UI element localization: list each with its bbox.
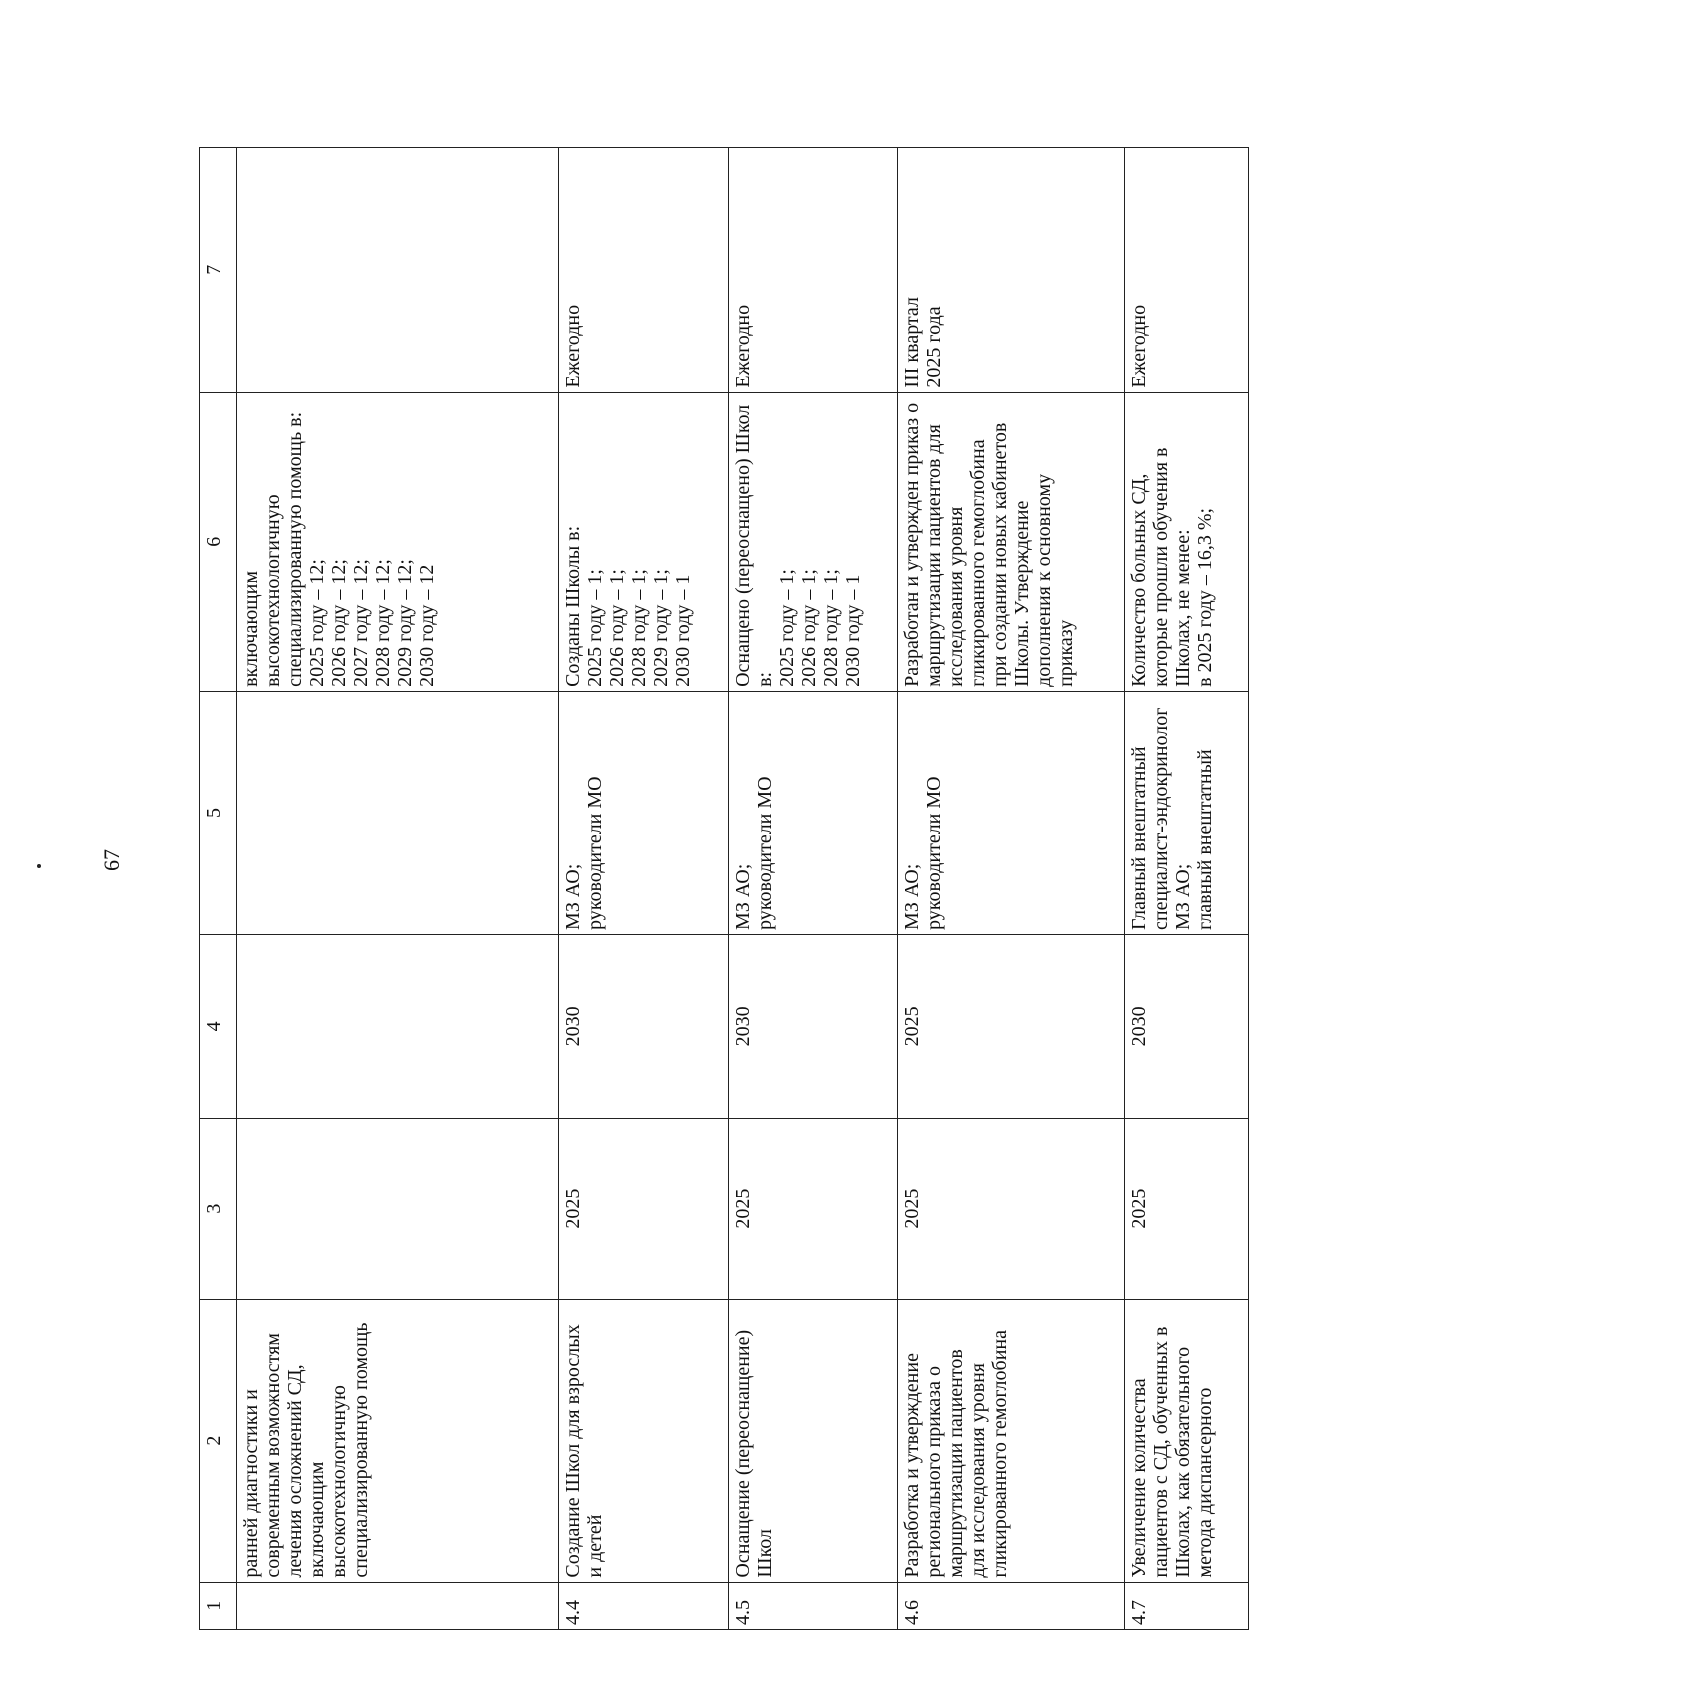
end-year — [237, 934, 559, 1118]
responsible-cell — [237, 691, 559, 934]
measure-cell: Разработка и утверждение регионального приказа о маршрутизации пациентов для исследования уровня гликированного гемоглобина — [898, 1299, 1124, 1582]
table-row — [1124, 148, 1248, 1630]
header-col-7: 7 — [200, 148, 237, 393]
measure-cell: Оснащение (переоснащение) Школ — [728, 1299, 898, 1582]
header-col-2: 2 — [200, 1299, 237, 1582]
result-cell: Созданы Школы в: 2025 году – 1; 2026 году – 1; 2028 году – 1; 2029 году – 1; 2030 году – 1 — [559, 392, 729, 691]
table-row — [728, 148, 898, 1630]
start-year — [237, 1118, 559, 1299]
measure-cell: Создание Школ для взрослых и детей — [559, 1299, 729, 1582]
row-number: 4.7 — [1124, 1582, 1248, 1629]
start-year: 2025 — [728, 1118, 898, 1299]
start-year: 2025 — [1124, 1118, 1248, 1299]
header-col-4: 4 — [200, 934, 237, 1118]
responsible-cell: МЗ АО; руководители МО — [898, 691, 1124, 934]
responsible-cell: Главный внештатный специалист-эндокринолог МЗ АО; главный внештатный — [1124, 691, 1248, 934]
measure-cell: Увеличение количества пациентов с СД, обученных в Школах, как обязательного метода диспансерного — [1124, 1299, 1248, 1582]
end-year: 2030 — [1124, 934, 1248, 1118]
term-cell — [237, 148, 559, 393]
row-number: 4.5 — [728, 1582, 898, 1629]
page-number: 67 — [99, 849, 124, 871]
rotated-table-wrapper — [199, 264, 1682, 1630]
action-plan-table — [199, 147, 1249, 1630]
scan-speck — [37, 864, 41, 868]
responsible-cell: МЗ АО; руководители МО — [728, 691, 898, 934]
end-year: 2030 — [728, 934, 898, 1118]
table-row — [898, 148, 1124, 1630]
measure-cell: ранней диагностики и современным возможностям лечения осложнений СД, включающим высокотехнологичную специализированную помощь — [237, 1299, 559, 1582]
result-cell: включающим высокотехнологичную специализированную помощь в: 2025 году – 12; 2026 году – 12; 2027 году – 12; 2028 году – 12; 2029 году – 12; 2030 году – 12 — [237, 392, 559, 691]
end-year: 2025 — [898, 934, 1124, 1118]
responsible-cell: МЗ АО; руководители МО — [559, 691, 729, 934]
row-number — [237, 1582, 559, 1629]
header-col-1: 1 — [200, 1582, 237, 1629]
term-cell: Ежегодно — [1124, 148, 1248, 393]
table-row — [559, 148, 729, 1630]
term-cell: Ежегодно — [728, 148, 898, 393]
start-year: 2025 — [559, 1118, 729, 1299]
row-number: 4.6 — [898, 1582, 1124, 1629]
term-cell: Ежегодно — [559, 148, 729, 393]
result-cell: Разработан и утвержден приказ о маршрутизации пациентов для исследования уровня гликированного гемоглобина при создании новых кабинетов Школы. Утверждение дополнения к основному приказу — [898, 392, 1124, 691]
result-cell: Количество больных СД, которые прошли обучения в Школах, не менее: в 2025 году – 16,3 %; — [1124, 392, 1248, 691]
header-col-6: 6 — [200, 392, 237, 691]
header-col-3: 3 — [200, 1118, 237, 1299]
start-year: 2025 — [898, 1118, 1124, 1299]
result-cell: Оснащено (переоснащено) Школ в: 2025 году – 1; 2026 году – 1; 2028 году – 1; 2030 году – 1 — [728, 392, 898, 691]
table-row — [237, 148, 559, 1630]
term-cell: III квартал 2025 года — [898, 148, 1124, 393]
end-year: 2030 — [559, 934, 729, 1118]
header-row — [200, 148, 237, 1630]
header-col-5: 5 — [200, 691, 237, 934]
row-number: 4.4 — [559, 1582, 729, 1629]
